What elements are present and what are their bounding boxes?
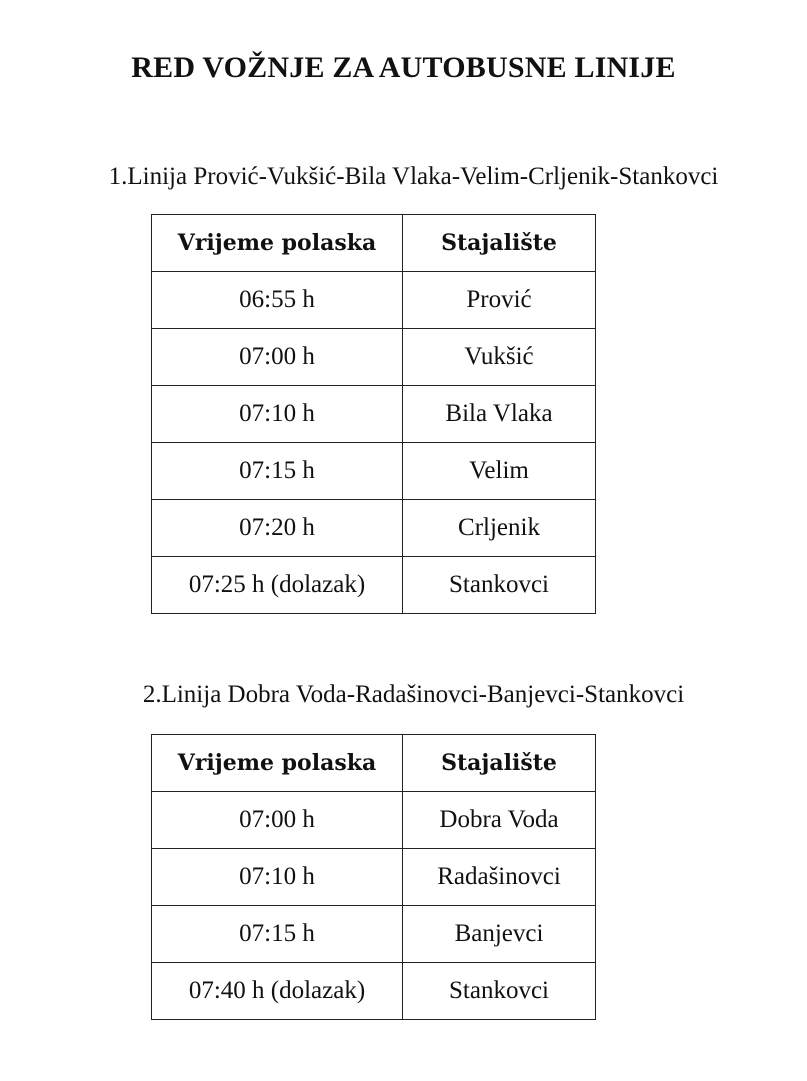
stop-cell: Radašinovci bbox=[403, 849, 596, 906]
departure-time-cell: 06:55 h bbox=[152, 272, 403, 329]
departure-time-cell: 07:25 h (dolazak) bbox=[152, 557, 403, 614]
stop-cell: Dobra Voda bbox=[403, 792, 596, 849]
table-row bbox=[152, 443, 596, 500]
column-header-departure-time: Vrijeme polaska bbox=[152, 215, 403, 272]
column-header-stop: Stajalište bbox=[403, 735, 596, 792]
stop-cell: Prović bbox=[403, 272, 596, 329]
stop-cell: Stankovci bbox=[403, 963, 596, 1020]
stop-cell: Vukšić bbox=[403, 329, 596, 386]
departure-time-cell: 07:10 h bbox=[152, 849, 403, 906]
table-row bbox=[152, 386, 596, 443]
table-row bbox=[152, 500, 596, 557]
table-row bbox=[152, 849, 596, 906]
departure-time-cell: 07:40 h (dolazak) bbox=[152, 963, 403, 1020]
departure-time-cell: 07:20 h bbox=[152, 500, 403, 557]
line-2-heading: 2.Linija Dobra Voda-Radašinovci-Banjevci-Stankovci bbox=[142, 681, 685, 708]
table-row bbox=[152, 792, 596, 849]
line-1-timetable bbox=[151, 214, 596, 614]
stop-cell: Banjevci bbox=[403, 906, 596, 963]
table-header-row bbox=[152, 215, 596, 272]
table-row bbox=[152, 272, 596, 329]
departure-time-cell: 07:15 h bbox=[152, 906, 403, 963]
stop-cell: Bila Vlaka bbox=[403, 386, 596, 443]
stop-cell: Crljenik bbox=[403, 500, 596, 557]
line-1-heading: 1.Linija Prović-Vukšić-Bila Vlaka-Velim-Crljenik-Stankovci bbox=[108, 163, 719, 190]
table-row bbox=[152, 906, 596, 963]
table-row bbox=[152, 329, 596, 386]
stop-cell: Velim bbox=[403, 443, 596, 500]
departure-time-cell: 07:00 h bbox=[152, 329, 403, 386]
document-title: RED VOŽNJE ZA AUTOBUSNE LINIJE bbox=[131, 51, 676, 84]
departure-time-cell: 07:10 h bbox=[152, 386, 403, 443]
departure-time-cell: 07:15 h bbox=[152, 443, 403, 500]
table-row bbox=[152, 557, 596, 614]
stop-cell: Stankovci bbox=[403, 557, 596, 614]
table-header-row bbox=[152, 735, 596, 792]
column-header-stop: Stajalište bbox=[403, 215, 596, 272]
column-header-departure-time: Vrijeme polaska bbox=[152, 735, 403, 792]
departure-time-cell: 07:00 h bbox=[152, 792, 403, 849]
line-2-timetable bbox=[151, 734, 596, 1020]
table-row bbox=[152, 963, 596, 1020]
